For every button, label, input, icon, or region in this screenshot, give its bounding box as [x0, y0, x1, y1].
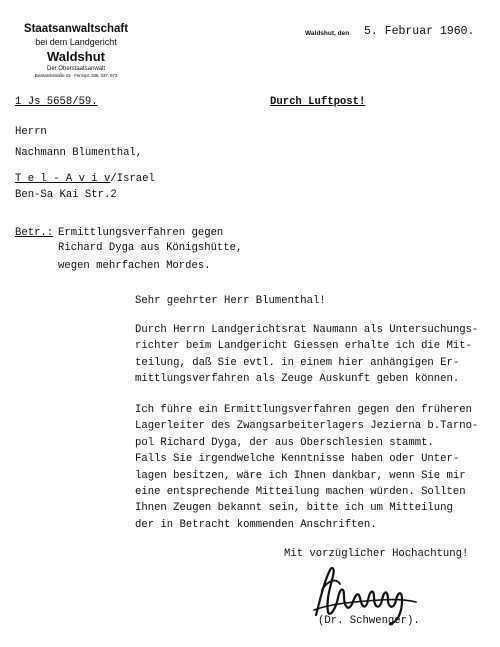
subject-line-1: Ermittlungsverfahren gegen: [58, 227, 224, 239]
letterhead-court: bei dem Landgericht: [35, 37, 117, 47]
paragraph-2-line: Falls Sie irgendwelche Kenntnisse haben oder Unter-: [135, 453, 460, 466]
recipient-city: T e l - A v i v: [15, 173, 111, 185]
paragraph-2-line: Lagerleiter des Zwangsarbeiterlagers Jezierna b.Tarno-: [135, 420, 479, 433]
subject-line-3: wegen mehrfachen Mordes.: [58, 260, 211, 272]
letter-date: 5. Februar 1960.: [364, 25, 475, 38]
place-label: Waldshut, den: [305, 30, 350, 37]
paragraph-2-line: Ihnen Zeugen bekannt sein, bitte ich um Mitteilung: [135, 502, 453, 515]
closing: Mit vorzüglicher Hochachtung!: [284, 548, 469, 560]
recipient-salutation: Herrn: [15, 126, 47, 138]
recipient-street: Ben-Sa Kai Str.2: [15, 189, 117, 201]
recipient-city-line: [15, 171, 155, 187]
subject-line-2: Richard Dyga aus Königshütte,: [58, 242, 243, 254]
paragraph-2-line: eine entsprechende Mitteilung machen würden. Sollten: [135, 486, 466, 499]
paragraph-1: [135, 322, 495, 388]
recipient-name: Nachmann Blumenthal,: [15, 147, 143, 159]
delivery-note: Durch Luftpost!: [270, 96, 366, 108]
handwritten-signature: [310, 560, 420, 630]
paragraph-2-line: der in Betracht kommenden Anschriften.: [135, 518, 377, 531]
letterhead-office: Der Oberstaatsanwalt: [46, 66, 106, 72]
typed-signature: (Dr. Schwenger).: [318, 615, 420, 627]
letterhead: [6, 22, 146, 79]
paragraph-2-line: lagen besitzen, wäre ich Ihnen dankbar, wenn Sie mir: [135, 469, 466, 482]
paragraph-1-line: Durch Herrn Landgerichtsrat Naumann als Untersuchungs-: [135, 324, 479, 336]
paragraph-1-line: teilung, daß Sie evtl. in einem hier anhängigen Er-: [135, 356, 460, 369]
paragraph-2-line: pol Richard Dyga, der aus Oberschlesien stammt.: [135, 436, 434, 449]
subject-label: Betr.:: [15, 227, 54, 239]
letterhead-authority: Staatsanwaltschaft: [23, 23, 129, 35]
paragraph-2-line: Ich führe ein Ermittlungsverfahren gegen den früheren: [135, 404, 472, 416]
letterhead-city: Waldshut: [46, 49, 105, 64]
file-number: 1 Js 5658/59.: [15, 96, 98, 108]
paragraph-2: [135, 402, 495, 533]
paragraph-1-line: richter beim Landgericht Giessen erhalte ich die Mit-: [135, 340, 472, 353]
letterhead-address: Bismarckstraße 23 · Fernspr. 336, 337, 673: [34, 73, 118, 78]
greeting: Sehr geehrter Herr Blumenthal!: [135, 295, 326, 307]
recipient-country: /Israel: [110, 173, 155, 185]
paragraph-1-line: mittlungsverfahren als Zeuge Auskunft geben können.: [135, 373, 460, 386]
